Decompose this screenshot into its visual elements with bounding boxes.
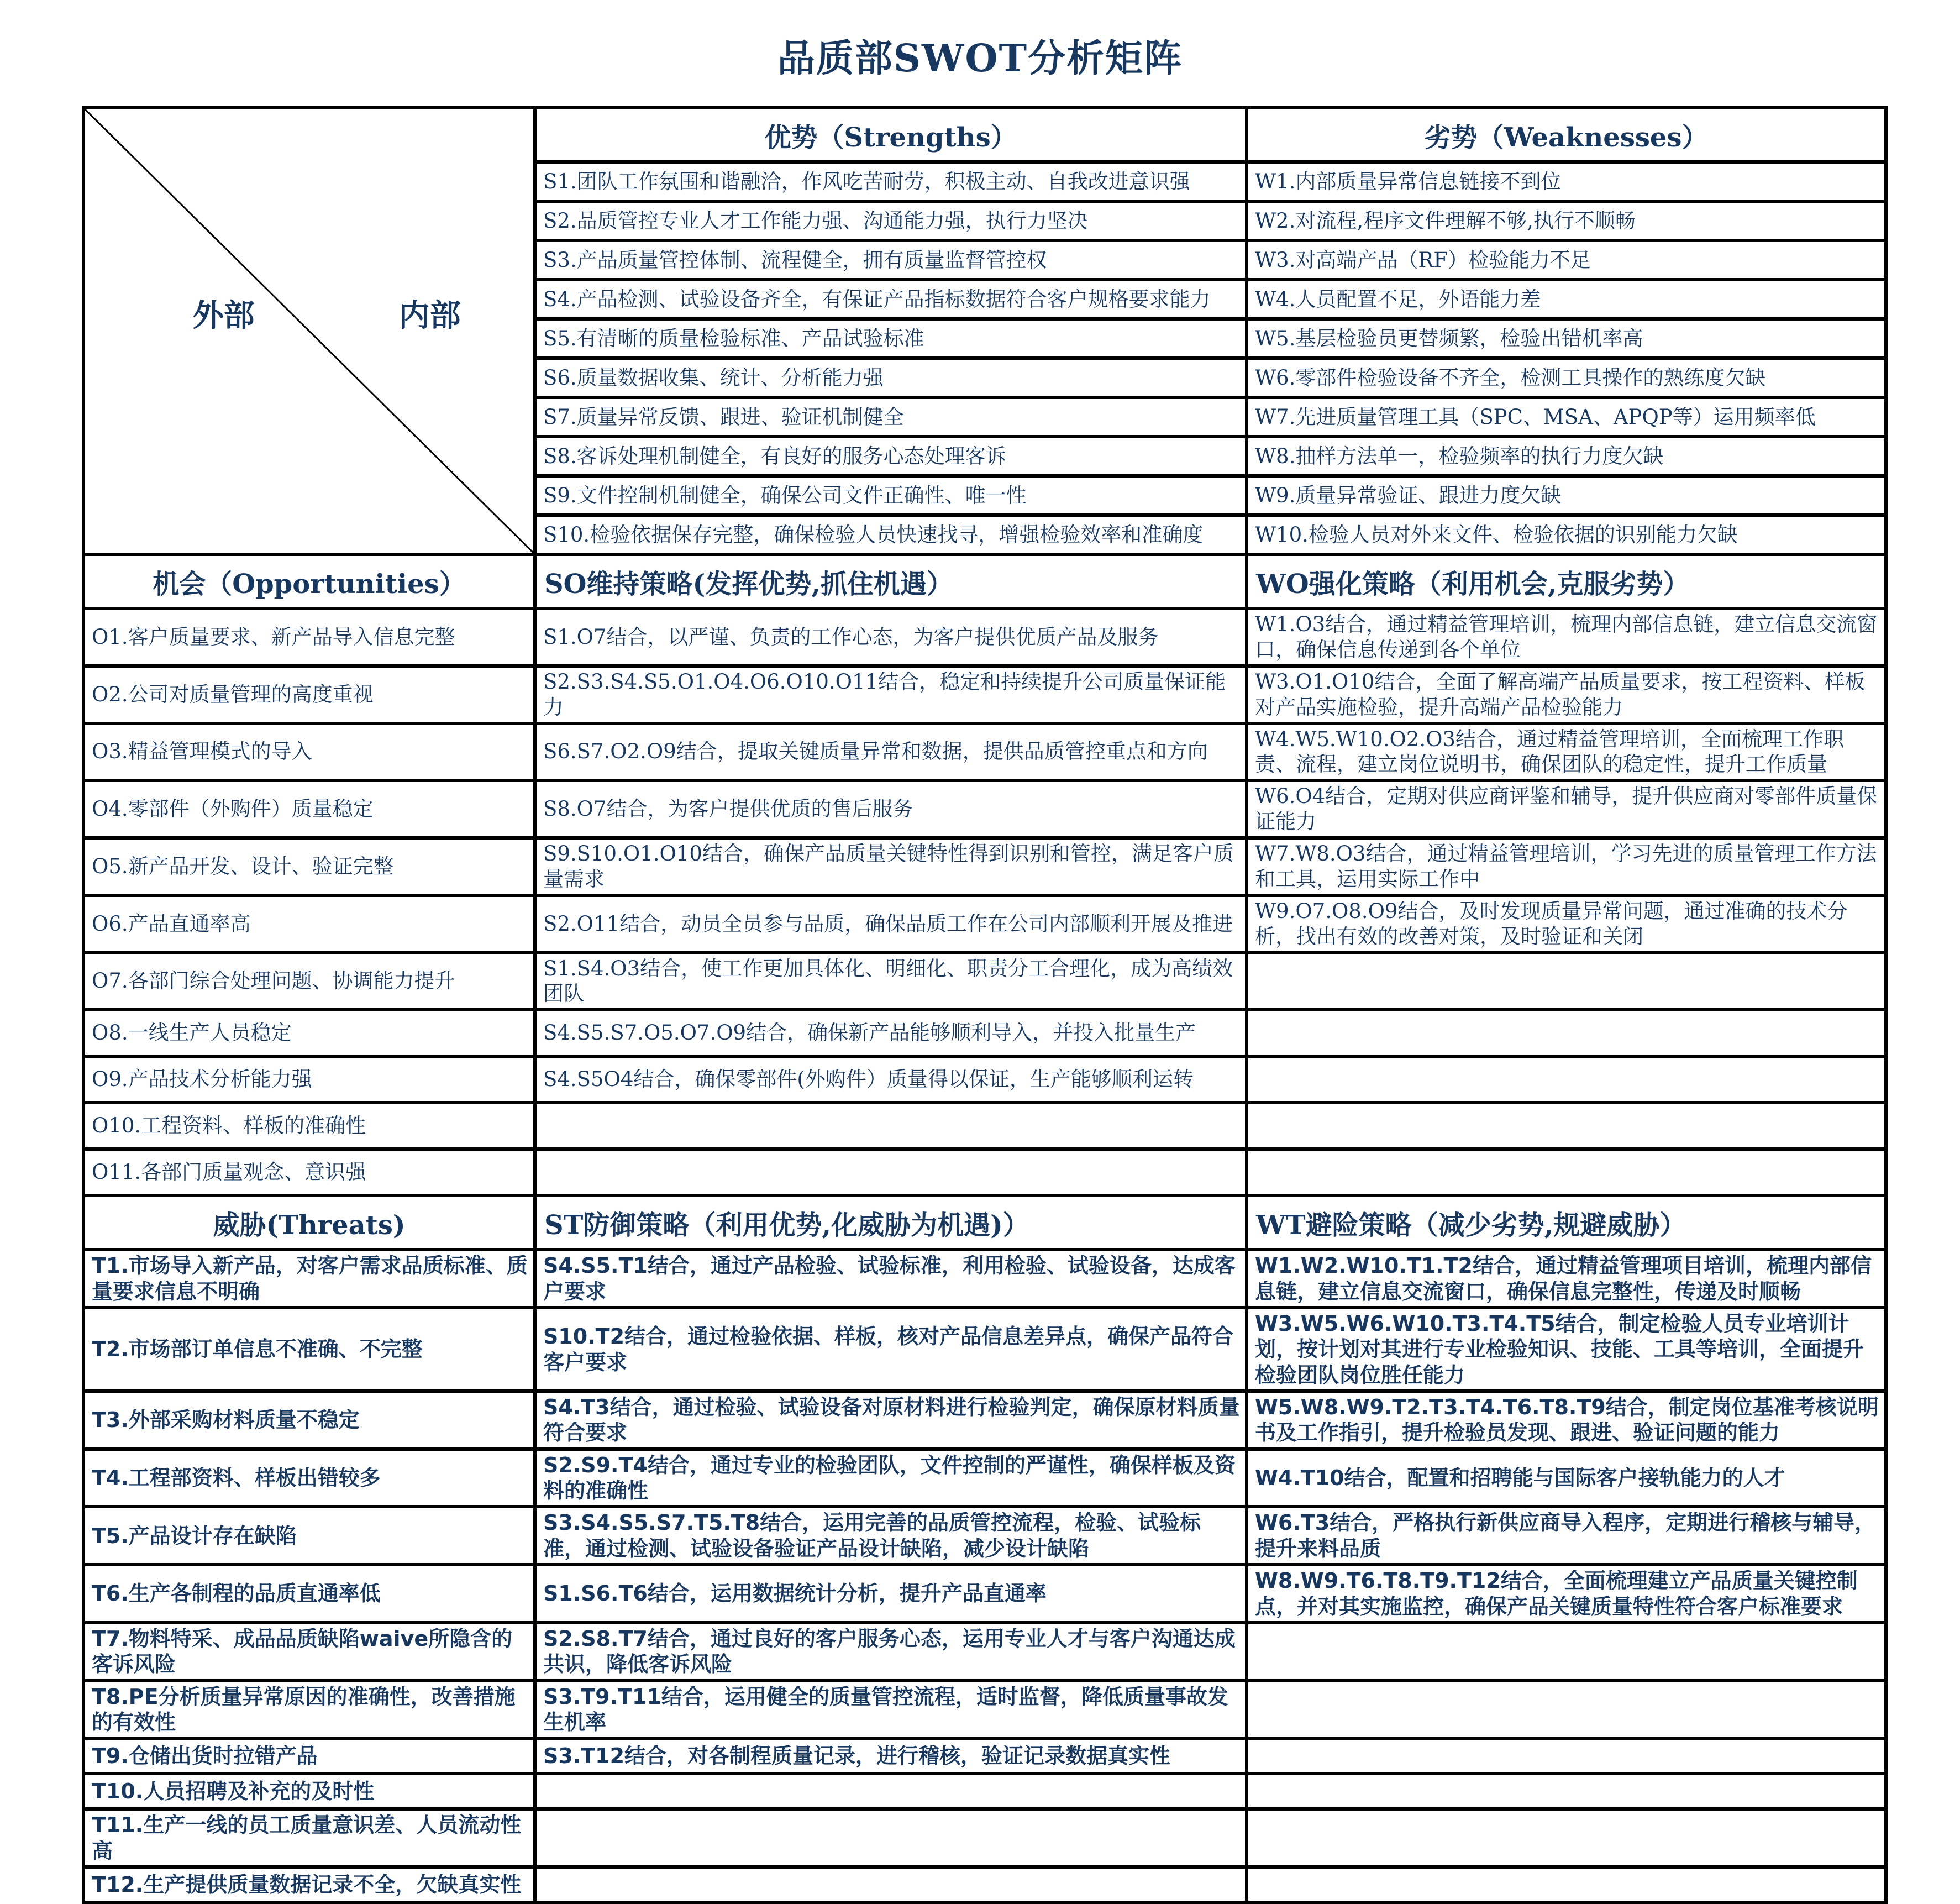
strengths-header: 优势（Strengths） — [535, 108, 1247, 162]
wt-strategy-cell — [1247, 1867, 1886, 1902]
so-strategy-cell — [535, 1149, 1247, 1195]
t-row-9 — [83, 1738, 1886, 1774]
corner-label-internal: 内部 — [398, 297, 461, 334]
opportunity-item: O7.各部门综合处理问题、协调能力提升 — [83, 953, 535, 1010]
o-row-3 — [83, 723, 1886, 781]
wo-strategy-cell: W6.O4结合，定期对供应商评鉴和辅导，提升供应商对零部件质量保证能力 — [1247, 780, 1886, 838]
st-strategy-cell: S3.T9.T11结合，运用健全的质量管控流程，适时监督，降低质量事故发生机率 — [535, 1681, 1247, 1739]
wo-strategy-cell: W7.W8.O3结合，通过精益管理培训，学习先进的质量管理工作方法和工具，运用实际工作中 — [1247, 838, 1886, 895]
wo-strategy-cell: W4.W5.W10.O2.O3结合，通过精益管理培训，全面梳理工作职责、流程，建立岗位说明书，确保团队的稳定性，提升工作质量 — [1247, 723, 1886, 781]
wt-strategy-header: WT避险策略（减少劣势,规避威胁） — [1247, 1195, 1886, 1250]
strength-item: S1.团队工作氛围和谐融洽，作风吃苦耐劳，积极主动、自我改进意识强 — [535, 162, 1247, 201]
corner-cell — [83, 108, 535, 554]
t-row-1 — [83, 1250, 1886, 1308]
weakness-item: W2.对流程,程序文件理解不够,执行不顺畅 — [1247, 201, 1886, 240]
strength-item: S4.产品检测、试验设备齐全，有保证产品指标数据符合客户规格要求能力 — [535, 280, 1247, 319]
st-strategy-cell: S3.T12结合，对各制程质量记录，进行稽核，验证记录数据真实性 — [535, 1738, 1247, 1774]
threat-item: T12.生产提供质量数据记录不全，欠缺真实性 — [83, 1867, 535, 1902]
wt-strategy-cell: W5.W8.W9.T2.T3.T4.T6.T8.T9结合，制定岗位基准考核说明书及工作指引，提升检验员发现、跟进、验证问题的能力 — [1247, 1391, 1886, 1449]
st-strategy-header: ST防御策略（利用优势,化威胁为机遇)） — [535, 1195, 1247, 1250]
t-row-5 — [83, 1507, 1886, 1565]
weakness-item: W10.检验人员对外来文件、检验依据的识别能力欠缺 — [1247, 515, 1886, 554]
opportunity-item: O3.精益管理模式的导入 — [83, 723, 535, 781]
opportunity-item: O6.产品直通率高 — [83, 895, 535, 953]
opportunity-item: O2.公司对质量管理的高度重视 — [83, 666, 535, 723]
threats-header: 威胁(Threats) — [83, 1195, 535, 1250]
wo-strategy-cell: W3.O1.O10结合，全面了解高端产品质量要求，按工程资料、样板对产品实施检验，提升高端产品检验能力 — [1247, 666, 1886, 723]
wt-strategy-cell — [1247, 1774, 1886, 1809]
o-row-1 — [83, 609, 1886, 666]
threat-item: T1.市场导入新产品，对客户需求品质标准、质量要求信息不明确 — [83, 1250, 535, 1308]
weakness-item: W1.内部质量异常信息链接不到位 — [1247, 162, 1886, 201]
opportunity-item: O8.一线生产人员稳定 — [83, 1010, 535, 1056]
wt-strategy-cell: W1.W2.W10.T1.T2结合，通过精益管理项目培训，梳理内部信息链，建立信息交流窗口，确保信息完整性，传递及时顺畅 — [1247, 1250, 1886, 1308]
wt-strategy-cell — [1247, 1681, 1886, 1739]
st-strategy-cell: S10.T2结合，通过检验依据、样板，核对产品信息差异点，确保产品符合客户要求 — [535, 1308, 1247, 1391]
wo-strategy-cell: W1.O3结合，通过精益管理培训，梳理内部信息链，建立信息交流窗口，确保信息传递到各个单位 — [1247, 609, 1886, 666]
st-strategy-cell: S3.S4.S5.S7.T5.T8结合，运用完善的品质管控流程，检验、试验标准，通过检测、试验设备验证产品设计缺陷，减少设计缺陷 — [535, 1507, 1247, 1565]
wo-strategy-cell — [1247, 1103, 1886, 1149]
t-row-4 — [83, 1449, 1886, 1507]
t-row-8 — [83, 1681, 1886, 1739]
t-row-12 — [83, 1867, 1886, 1902]
weakness-item: W8.抽样方法单一，检验频率的执行力度欠缺 — [1247, 437, 1886, 476]
wo-strategy-cell — [1247, 1056, 1886, 1103]
wt-strategy-cell: W8.W9.T6.T8.T9.T12结合，全面梳理建立产品质量关键控制点，并对其实施监控，确保产品关键质量特性符合客户标准要求 — [1247, 1565, 1886, 1623]
st-strategy-cell: S2.S9.T4结合，通过专业的检验团队，文件控制的严谨性，确保样板及资料的准确性 — [535, 1449, 1247, 1507]
weakness-item: W6.零部件检验设备不齐全，检测工具操作的熟练度欠缺 — [1247, 358, 1886, 397]
t-row-7 — [83, 1623, 1886, 1681]
strength-item: S2.品质管控专业人才工作能力强、沟通能力强，执行力坚决 — [535, 201, 1247, 240]
threat-item: T6.生产各制程的品质直通率低 — [83, 1565, 535, 1623]
threat-item: T11.生产一线的员工质量意识差、人员流动性高 — [83, 1809, 535, 1867]
so-strategy-cell: S4.S5.S7.O5.O7.O9结合，确保新产品能够顺利导入，并投入批量生产 — [535, 1010, 1247, 1056]
wt-strategy-cell: W3.W5.W6.W10.T3.T4.T5结合，制定检验人员专业培训计划，按计划对其进行专业检验知识、技能、工具等培训，全面提升检验团队岗位胜任能力 — [1247, 1308, 1886, 1391]
wt-strategy-cell — [1247, 1738, 1886, 1774]
threat-item: T3.外部采购材料质量不稳定 — [83, 1391, 535, 1449]
wo-strategy-cell — [1247, 953, 1886, 1010]
o-row-6 — [83, 895, 1886, 953]
o-row-4 — [83, 780, 1886, 838]
so-strategy-cell — [535, 1103, 1247, 1149]
st-strategy-cell: S2.S8.T7结合，通过良好的客户服务心态，运用专业人才与客户沟通达成共识，降低客诉风险 — [535, 1623, 1247, 1681]
t-row-3 — [83, 1391, 1886, 1449]
opportunity-item: O4.零部件（外购件）质量稳定 — [83, 780, 535, 838]
threat-item: T7.物料特采、成品品质缺陷waive所隐含的客诉风险 — [83, 1623, 535, 1681]
wt-strategy-cell: W6.T3结合，严格执行新供应商导入程序，定期进行稽核与辅导，提升来料品质 — [1247, 1507, 1886, 1565]
st-strategy-cell — [535, 1774, 1247, 1809]
threat-item: T8.PE分析质量异常原因的准确性，改善措施的有效性 — [83, 1681, 535, 1739]
weakness-item: W4.人员配置不足，外语能力差 — [1247, 280, 1886, 319]
weakness-item: W3.对高端产品（RF）检验能力不足 — [1247, 240, 1886, 280]
strength-item: S10.检验依据保存完整，确保检验人员快速找寻，增强检验效率和准确度 — [535, 515, 1247, 554]
weakness-item: W7.先进质量管理工具（SPC、MSA、APQP等）运用频率低 — [1247, 397, 1886, 437]
st-strategy-cell — [535, 1809, 1247, 1867]
st-strategy-cell: S4.S5.T1结合，通过产品检验、试验标准，利用检验、试验设备，达成客户要求 — [535, 1250, 1247, 1308]
o-row-11 — [83, 1149, 1886, 1195]
swot-matrix-table — [82, 106, 1888, 1904]
wt-strategy-cell: W4.T10结合，配置和招聘能与国际客户接轨能力的人才 — [1247, 1449, 1886, 1507]
o-row-2 — [83, 666, 1886, 723]
t-row-11 — [83, 1809, 1886, 1867]
o-row-7 — [83, 953, 1886, 1010]
opportunity-item: O11.各部门质量观念、意识强 — [83, 1149, 535, 1195]
diagonal-divider-line — [85, 109, 533, 553]
opportunity-item: O10.工程资料、样板的准确性 — [83, 1103, 535, 1149]
weaknesses-header: 劣势（Weaknesses） — [1247, 108, 1886, 162]
opportunity-item: O1.客户质量要求、新产品导入信息完整 — [83, 609, 535, 666]
corner-label-external: 外部 — [192, 297, 255, 334]
wo-strategy-header: WO强化策略（利用机会,克服劣势） — [1247, 554, 1886, 609]
wo-strategy-cell: W9.O7.O8.O9结合，及时发现质量异常问题，通过准确的技术分析，找出有效的改善对策，及时验证和关闭 — [1247, 895, 1886, 953]
t-row-10 — [83, 1774, 1886, 1809]
so-strategy-cell: S2.O11结合，动员全员参与品质，确保品质工作在公司内部顺利开展及推进 — [535, 895, 1247, 953]
page-title: 品质部SWOT分析矩阵 — [777, 36, 1183, 81]
so-strategy-header: SO维持策略(发挥优势,抓住机遇） — [535, 554, 1247, 609]
strength-item: S7.质量异常反馈、跟进、验证机制健全 — [535, 397, 1247, 437]
opportunities-header: 机会（Opportunities） — [83, 554, 535, 609]
strength-item: S8.客诉处理机制健全，有良好的服务心态处理客诉 — [535, 437, 1247, 476]
wt-strategy-cell — [1247, 1809, 1886, 1867]
weakness-item: W9.质量异常验证、跟进力度欠缺 — [1247, 476, 1886, 515]
threat-item: T10.人员招聘及补充的及时性 — [83, 1774, 535, 1809]
header-row-sw — [83, 108, 1886, 162]
strength-item: S6.质量数据收集、统计、分析能力强 — [535, 358, 1247, 397]
threat-item: T4.工程部资料、样板出错较多 — [83, 1449, 535, 1507]
strength-item: S5.有清晰的质量检验标准、产品试验标准 — [535, 319, 1247, 358]
st-strategy-cell: S1.S6.T6结合，运用数据统计分析，提升产品直通率 — [535, 1565, 1247, 1623]
so-strategy-cell: S1.S4.O3结合，使工作更加具体化、明细化、职责分工合理化，成为高绩效团队 — [535, 953, 1247, 1010]
strength-item: S3.产品质量管控体制、流程健全，拥有质量监督管控权 — [535, 240, 1247, 280]
wt-strategy-cell — [1247, 1623, 1886, 1681]
so-strategy-cell: S8.O7结合，为客户提供优质的售后服务 — [535, 780, 1247, 838]
threat-item: T5.产品设计存在缺陷 — [83, 1507, 535, 1565]
o-row-10 — [83, 1103, 1886, 1149]
so-strategy-cell: S1.O7结合，以严谨、负责的工作心态，为客户提供优质产品及服务 — [535, 609, 1247, 666]
threat-item: T2.市场部订单信息不准确、不完整 — [83, 1308, 535, 1391]
so-strategy-cell: S4.S5O4结合，确保零部件(外购件）质量得以保证，生产能够顺利运转 — [535, 1056, 1247, 1103]
header-row-threats — [83, 1195, 1886, 1250]
st-strategy-cell: S4.T3结合，通过检验、试验设备对原材料进行检验判定，确保原材料质量符合要求 — [535, 1391, 1247, 1449]
so-strategy-cell: S2.S3.S4.S5.O1.O4.O6.O10.O11结合，稳定和持续提升公司质量保证能力 — [535, 666, 1247, 723]
opportunity-item: O5.新产品开发、设计、验证完整 — [83, 838, 535, 895]
opportunity-item: O9.产品技术分析能力强 — [83, 1056, 535, 1103]
t-row-6 — [83, 1565, 1886, 1623]
o-row-8 — [83, 1010, 1886, 1056]
st-strategy-cell — [535, 1867, 1247, 1902]
weakness-item: W5.基层检验员更替频繁，检验出错机率高 — [1247, 319, 1886, 358]
o-row-5 — [83, 838, 1886, 895]
strength-item: S9.文件控制机制健全，确保公司文件正确性、唯一性 — [535, 476, 1247, 515]
header-row-opportunities — [83, 554, 1886, 609]
so-strategy-cell: S6.S7.O2.O9结合，提取关键质量异常和数据，提供品质管控重点和方向 — [535, 723, 1247, 781]
wo-strategy-cell — [1247, 1010, 1886, 1056]
wo-strategy-cell — [1247, 1149, 1886, 1195]
t-row-2 — [83, 1308, 1886, 1391]
threat-item: T9.仓储出货时拉错产品 — [83, 1738, 535, 1774]
o-row-9 — [83, 1056, 1886, 1103]
so-strategy-cell: S9.S10.O1.O10结合，确保产品质量关键特性得到识别和管控，满足客户质量需求 — [535, 838, 1247, 895]
